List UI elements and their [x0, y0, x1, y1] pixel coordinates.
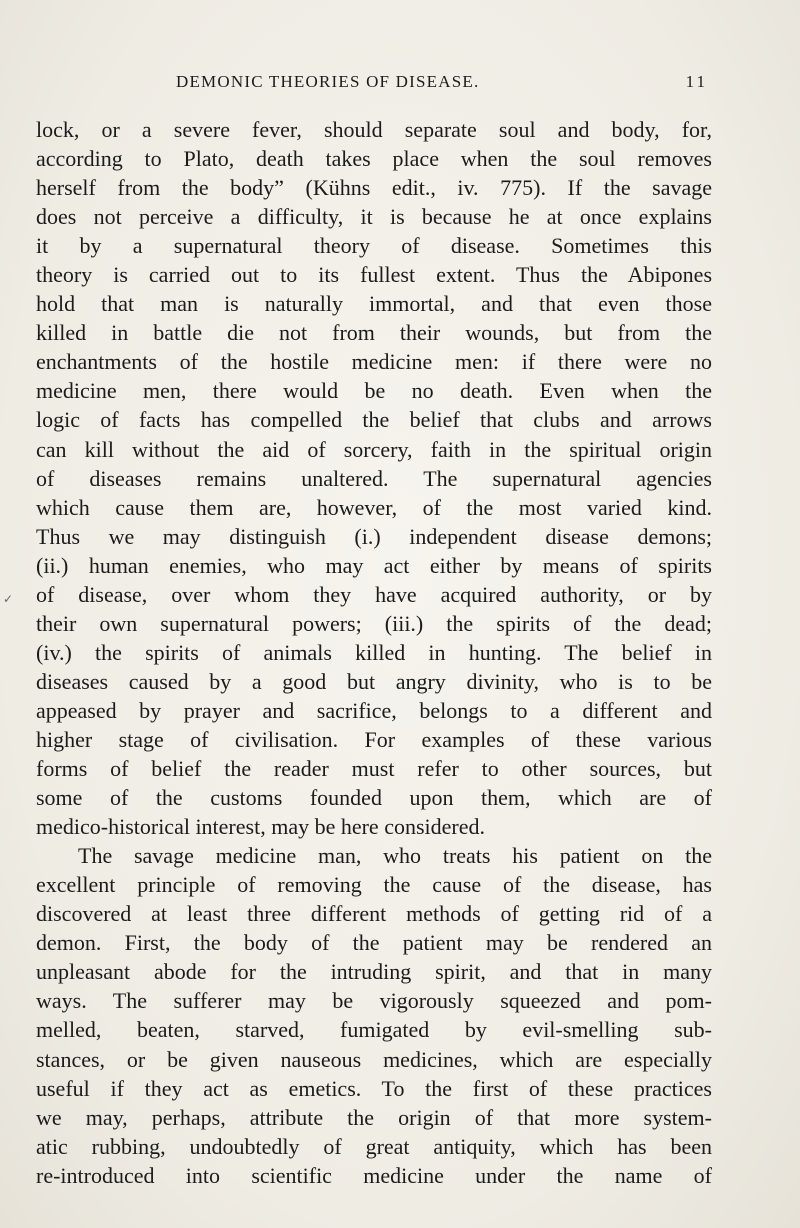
paragraph-first-line: The savage medicine man, who treats his patient on the: [78, 843, 712, 869]
text-line: higher stage of civilisation. For examples of these various: [36, 726, 712, 752]
text-line: (ii.) human enemies, who may act either by means of spirits: [36, 552, 712, 578]
page-header: [36, 72, 712, 98]
text-line: Thus we may distinguish (i.) independent disease demons;: [36, 523, 712, 549]
text-line: discovered at least three different methods of getting rid of a: [36, 901, 712, 927]
text-line: some of the customs founded upon them, which are of: [36, 785, 712, 811]
text-line: demon. First, the body of the patient may be rendered an: [36, 930, 712, 956]
text-line: forms of belief the reader must refer to other sources, but: [36, 756, 712, 782]
text-line: we may, perhaps, attribute the origin of that more system-: [36, 1104, 712, 1130]
margin-pencil-mark: ✓: [3, 592, 14, 606]
running-head: DEMONIC THEORIES OF DISEASE.: [176, 72, 480, 91]
text-line: can kill without the aid of sorcery, faith in the spiritual origin: [36, 436, 712, 462]
text-line: melled, beaten, starved, fumigated by evil-smelling sub-: [36, 1017, 712, 1043]
text-line: excellent principle of removing the cause of the disease, has: [36, 872, 712, 898]
text-line: ways. The sufferer may be vigorously squeezed and pom-: [36, 988, 712, 1014]
text-line: unpleasant abode for the intruding spirit, and that in many: [36, 959, 712, 985]
text-line: does not perceive a difficulty, it is because he at once explains: [36, 204, 712, 230]
text-line: killed in battle die not from their wounds, but from the: [36, 320, 712, 346]
text-line: lock, or a severe fever, should separate soul and body, for,: [36, 117, 712, 142]
text-line: hold that man is naturally immortal, and that even those: [36, 291, 712, 317]
text-line: of diseases remains unaltered. The supernatural agencies: [36, 465, 712, 491]
paragraph-last-line: medico-historical interest, may be here considered.: [36, 814, 485, 840]
text-line: of disease, over whom they have acquired authority, or by: [36, 581, 712, 607]
text-line: their own supernatural powers; (iii.) the spirits of the dead;: [36, 610, 712, 636]
text-line: atic rubbing, undoubtedly of great antiquity, which has been: [36, 1133, 712, 1159]
page-number: 11: [685, 72, 708, 91]
text-line: enchantments of the hostile medicine men: if there were no: [36, 349, 712, 375]
text-line: it by a supernatural theory of disease. Sometimes this: [36, 233, 712, 259]
text-line: diseases caused by a good but angry divinity, who is to be: [36, 668, 712, 694]
text-line: theory is carried out to its fullest extent. Thus the Abipones: [36, 262, 712, 288]
text-line: according to Plato, death takes place when the soul removes: [36, 146, 712, 172]
text-line: re-introduced into scientific medicine under the name of: [36, 1162, 712, 1188]
text-line: (iv.) the spirits of animals killed in hunting. The belief in: [36, 639, 712, 665]
text-line: which cause them are, however, of the most varied kind.: [36, 494, 712, 520]
text-line: logic of facts has compelled the belief that clubs and arrows: [36, 407, 712, 433]
text-line: appeased by prayer and sacrifice, belongs to a different and: [36, 697, 712, 723]
text-line: stances, or be given nauseous medicines, which are especially: [36, 1046, 712, 1072]
text-line: useful if they act as emetics. To the first of these practices: [36, 1075, 712, 1101]
text-line: herself from the body” (Kühns edit., iv. 775). If the savage: [36, 175, 712, 201]
body-text: [36, 115, 712, 1190]
text-line: medicine men, there would be no death. Even when the: [36, 378, 712, 404]
